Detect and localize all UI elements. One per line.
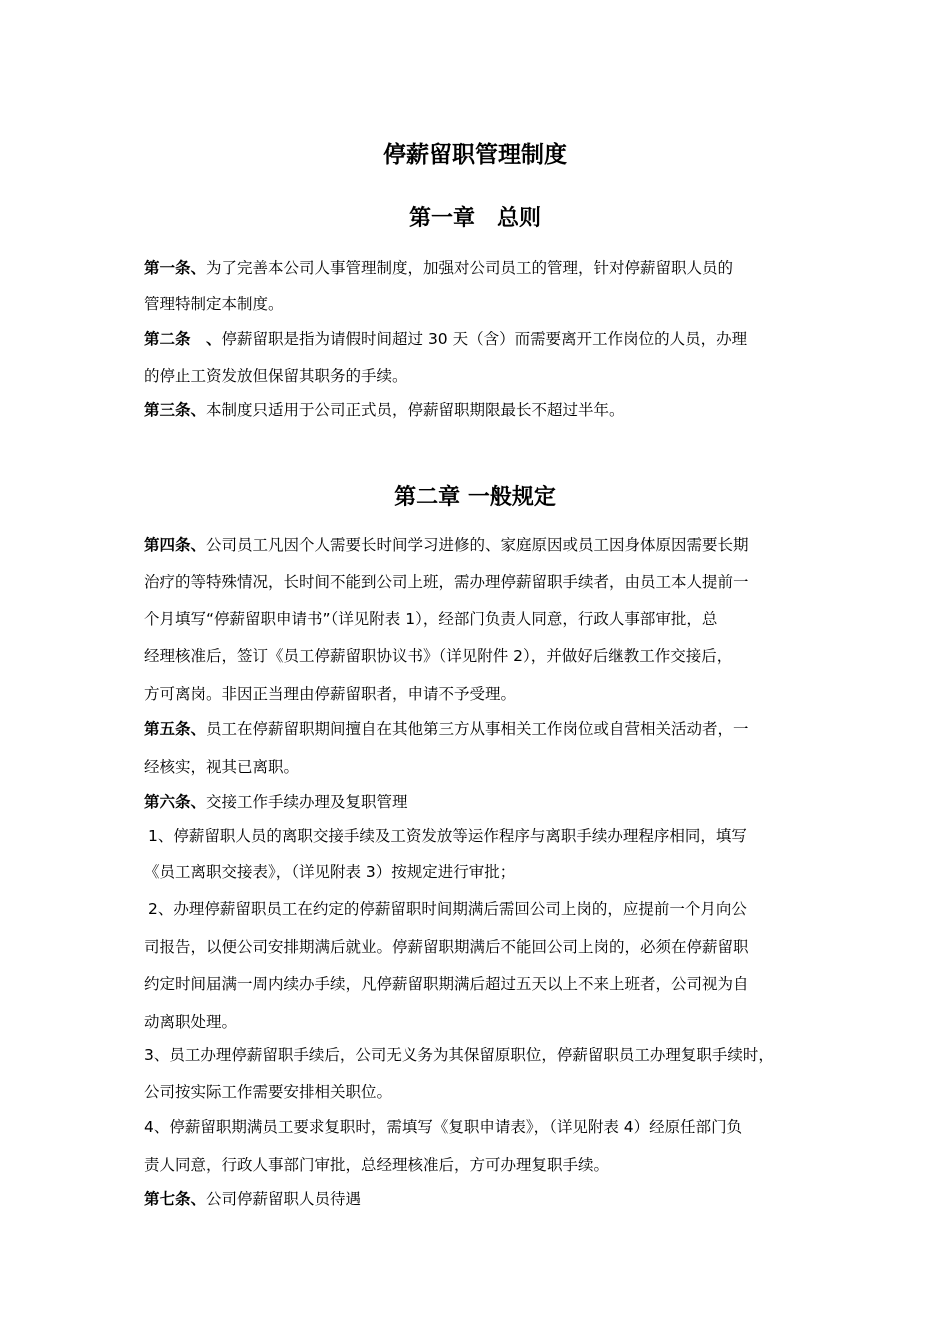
article-4-text: 公司员工凡因个人需要长时间学习进修的、家庭原因或员工因身体原因需要长期: [206, 536, 749, 554]
article-6-item-4-line-1: 4、停薪留职期满员工要求复职时，需填写《复职申请表》，（详见附表 4）经原任部门负: [144, 1118, 743, 1136]
article-6: [144, 790, 408, 812]
article-2-line-2: 的停止工资发放但保留其职务的手续。: [144, 367, 408, 385]
chapter-2-heading: 第二章 一般规定: [394, 485, 556, 510]
article-3-text: 本制度只适用于公司正式员，停薪留职期限最长不超过半年。: [206, 401, 625, 419]
article-7: [144, 1187, 361, 1209]
article-7-label: 第七条、: [144, 1190, 207, 1208]
article-5-line-2: 经核实，视其已离职。: [144, 758, 300, 776]
article-6-item-1-line-2: 《员工离职交接表》，（详见附表 3）按规定进行审批；: [144, 863, 516, 881]
article-5: [144, 717, 749, 739]
article-6-item-2-line-1: 2、办理停薪留职员工在约定的停薪留职时间期满后需回公司上岗的，应提前一个月向公: [148, 900, 747, 918]
article-6-text: 交接工作手续办理及复职管理: [206, 793, 408, 811]
article-1: [144, 256, 733, 278]
article-6-item-3-line-2: 公司按实际工作需要安排相关职位。: [144, 1083, 393, 1101]
article-4-line-2: 治疗的等特殊情况，长时间不能到公司上班，需办理停薪留职手续者，由员工本人提前一: [144, 573, 749, 591]
article-5-label: 第五条、: [144, 720, 207, 738]
article-3: [144, 398, 625, 420]
article-4-line-3: 个月填写“停薪留职申请书”（详见附表 1），经部门负责人同意，行政人事部审批，总: [144, 610, 718, 628]
article-2-label: 第二条 、: [144, 330, 222, 348]
article-1-line-2: 管理特制定本制度。: [144, 295, 284, 313]
article-4-line-5: 方可离岗。非因正当理由停薪留职者，申请不予受理。: [144, 685, 517, 703]
article-6-item-2-line-4: 动离职处理。: [144, 1013, 238, 1031]
article-6-item-2-line-3: 约定时间届满一周内续办手续，凡停薪留职期满后超过五天以上不来上班者，公司视为自: [144, 975, 749, 993]
article-6-item-1-line-1: 1、停薪留职人员的离职交接手续及工资发放等运作程序与离职手续办理程序相同，填写: [148, 827, 747, 845]
article-1-text: 为了完善本公司人事管理制度，加强对公司员工的管理，针对停薪留职人员的: [206, 259, 734, 277]
article-7-text: 公司停薪留职人员待遇: [206, 1190, 362, 1208]
article-3-label: 第三条、: [144, 401, 207, 419]
article-6-item-4-line-2: 责人同意，行政人事部门审批，总经理核准后，方可办理复职手续。: [144, 1156, 610, 1174]
chapter-1-heading: 第一章 总则: [408, 206, 541, 231]
article-2-text: 停薪留职是指为请假时间超过 30 天（含）而需要离开工作岗位的人员，办理: [221, 330, 748, 348]
article-4-line-4: 经理核准后，签订《员工停薪留职协议书》（详见附件 2），并做好后继教工作交接后，: [144, 647, 733, 665]
article-5-text: 员工在停薪留职期间擅自在其他第三方从事相关工作岗位或自营相关活动者，一: [206, 720, 749, 738]
article-6-item-3-line-1: 3、员工办理停薪留职手续后，公司无义务为其保留原职位，停薪留职员工办理复职手续时，: [144, 1046, 774, 1064]
article-2: [144, 327, 747, 349]
article-6-label: 第六条、: [144, 793, 207, 811]
document-title: 停薪留职管理制度: [383, 142, 567, 168]
article-4: [144, 533, 749, 555]
article-6-item-2-line-2: 司报告，以便公司安排期满后就业。停薪留职期满后不能回公司上岗的，必须在停薪留职: [144, 938, 749, 956]
article-1-label: 第一条、: [144, 259, 207, 277]
article-4-label: 第四条、: [144, 536, 207, 554]
